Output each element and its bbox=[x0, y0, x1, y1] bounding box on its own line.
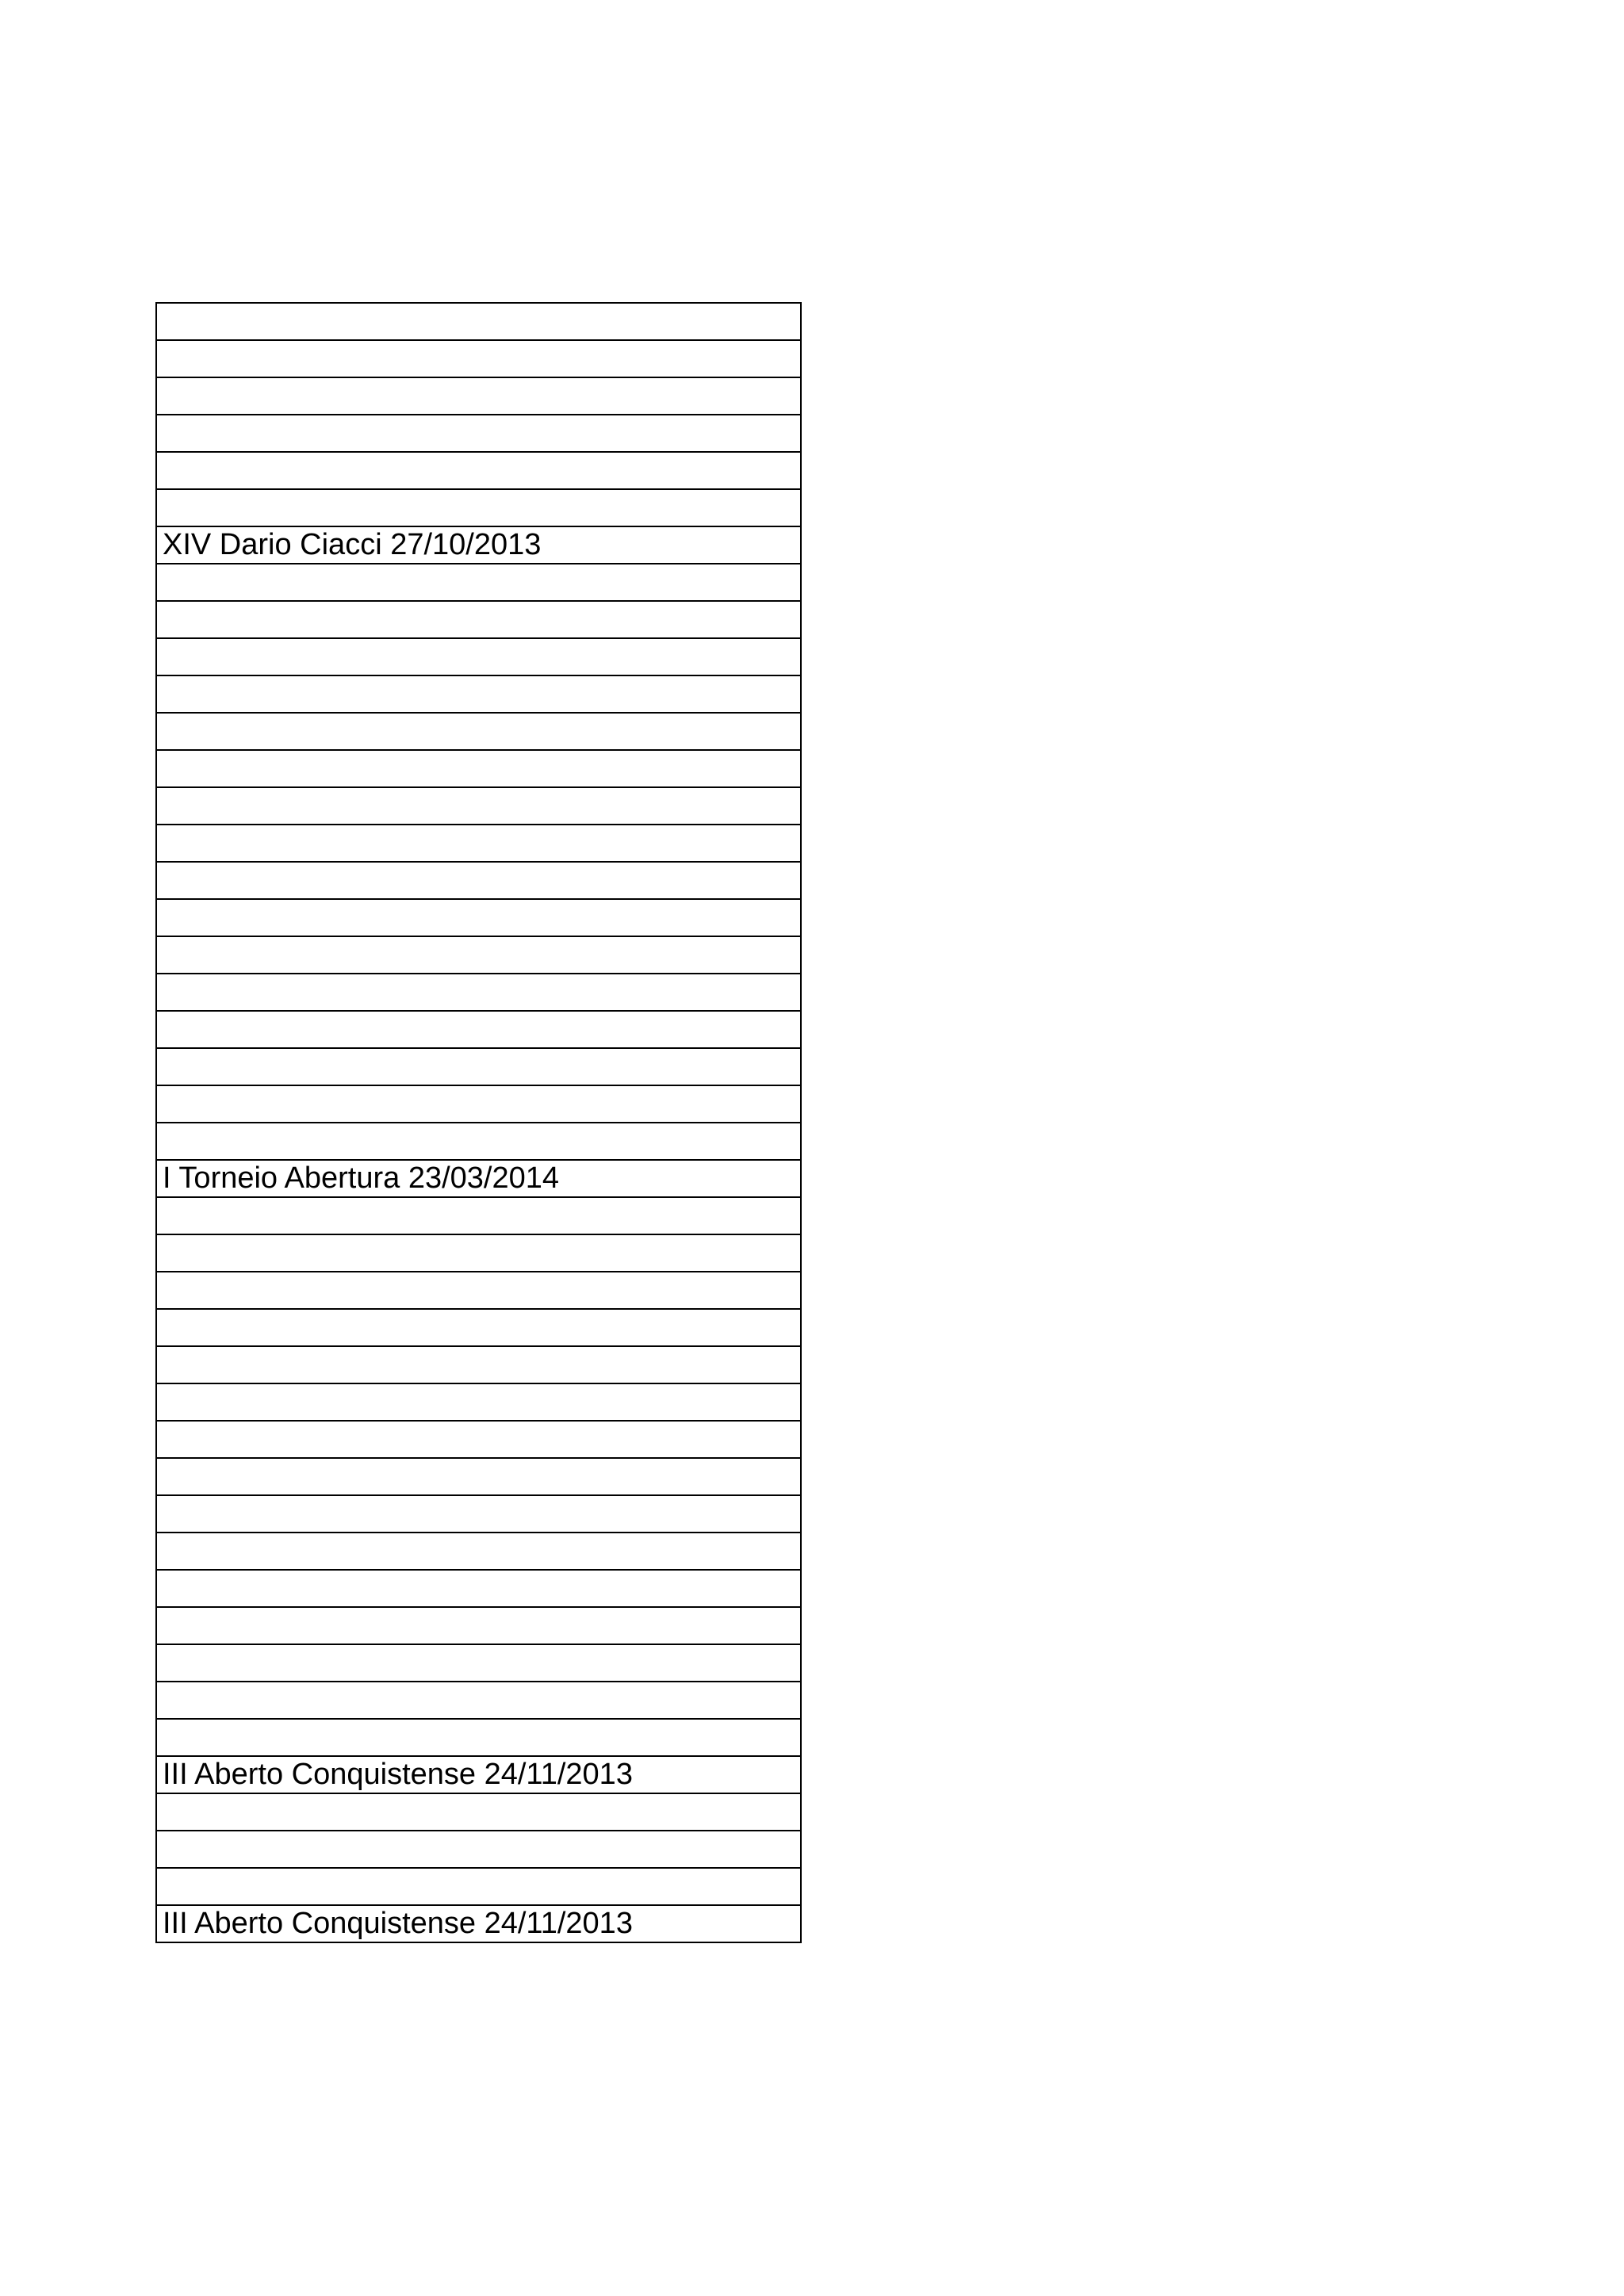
table-row bbox=[156, 713, 801, 750]
table-cell bbox=[156, 1682, 801, 1719]
table-row bbox=[156, 1383, 801, 1421]
table-cell bbox=[156, 1197, 801, 1234]
table-row bbox=[156, 1421, 801, 1458]
table-cell bbox=[156, 1831, 801, 1868]
table-row bbox=[156, 1756, 801, 1793]
table-cell bbox=[156, 340, 801, 377]
table-cell bbox=[156, 1346, 801, 1383]
table-row bbox=[156, 638, 801, 675]
table-row bbox=[156, 675, 801, 713]
table-cell bbox=[156, 1048, 801, 1085]
table-cell bbox=[156, 787, 801, 825]
table-cell bbox=[156, 1607, 801, 1644]
table-row bbox=[156, 1533, 801, 1570]
table-row bbox=[156, 825, 801, 862]
table-row bbox=[156, 1831, 801, 1868]
table-cell bbox=[156, 1309, 801, 1346]
table-cell bbox=[156, 825, 801, 862]
table-cell bbox=[156, 452, 801, 489]
table-cell bbox=[156, 899, 801, 936]
table-row bbox=[156, 1644, 801, 1682]
table-row bbox=[156, 1793, 801, 1831]
table-row bbox=[156, 1197, 801, 1234]
table-row bbox=[156, 1160, 801, 1197]
table-cell bbox=[156, 1011, 801, 1048]
table-row bbox=[156, 303, 801, 340]
table-row bbox=[156, 750, 801, 787]
table-row bbox=[156, 526, 801, 564]
table-cell bbox=[156, 1085, 801, 1123]
table-cell bbox=[156, 303, 801, 340]
table-row bbox=[156, 377, 801, 415]
table-row bbox=[156, 899, 801, 936]
table-row bbox=[156, 1868, 801, 1905]
table-row bbox=[156, 452, 801, 489]
table-cell: I Torneio Abertura 23/03/2014 bbox=[156, 1160, 801, 1197]
table-cell bbox=[156, 638, 801, 675]
table-row bbox=[156, 936, 801, 974]
table-cell bbox=[156, 1644, 801, 1682]
table-cell bbox=[156, 1495, 801, 1533]
table-row bbox=[156, 415, 801, 452]
table-row bbox=[156, 1309, 801, 1346]
table-body bbox=[156, 303, 801, 1942]
table-row bbox=[156, 1682, 801, 1719]
table-row bbox=[156, 1085, 801, 1123]
table-cell bbox=[156, 1719, 801, 1756]
table-row bbox=[156, 1495, 801, 1533]
table-cell bbox=[156, 936, 801, 974]
table-cell bbox=[156, 1458, 801, 1495]
table-row bbox=[156, 787, 801, 825]
table-cell: XIV Dario Ciacci 27/10/2013 bbox=[156, 526, 801, 564]
table-cell bbox=[156, 1793, 801, 1831]
table-cell: III Aberto Conquistense 24/11/2013 bbox=[156, 1756, 801, 1793]
table-cell bbox=[156, 601, 801, 638]
table-row bbox=[156, 1123, 801, 1160]
table-row bbox=[156, 1272, 801, 1309]
table-cell: III Aberto Conquistense 24/11/2013 bbox=[156, 1905, 801, 1942]
table-cell bbox=[156, 1421, 801, 1458]
table-row bbox=[156, 1048, 801, 1085]
table-row bbox=[156, 601, 801, 638]
table-cell bbox=[156, 1234, 801, 1272]
table-cell bbox=[156, 675, 801, 713]
table-row bbox=[156, 1458, 801, 1495]
table-cell bbox=[156, 862, 801, 899]
table-cell bbox=[156, 377, 801, 415]
table-cell bbox=[156, 1868, 801, 1905]
table-row bbox=[156, 489, 801, 526]
table-cell bbox=[156, 974, 801, 1011]
table-cell bbox=[156, 750, 801, 787]
table-cell bbox=[156, 489, 801, 526]
table-row bbox=[156, 1570, 801, 1607]
table-cell bbox=[156, 564, 801, 601]
table-row bbox=[156, 1607, 801, 1644]
table-cell bbox=[156, 1123, 801, 1160]
table-row bbox=[156, 1905, 801, 1942]
table-row bbox=[156, 1719, 801, 1756]
table-cell bbox=[156, 713, 801, 750]
tournament-list-table bbox=[155, 302, 802, 1943]
table-cell bbox=[156, 1383, 801, 1421]
table-cell bbox=[156, 415, 801, 452]
table-row bbox=[156, 1346, 801, 1383]
table-row bbox=[156, 974, 801, 1011]
table-cell bbox=[156, 1533, 801, 1570]
table-row bbox=[156, 1234, 801, 1272]
table-cell bbox=[156, 1272, 801, 1309]
table-row bbox=[156, 340, 801, 377]
table-row bbox=[156, 564, 801, 601]
table-cell bbox=[156, 1570, 801, 1607]
table-row bbox=[156, 1011, 801, 1048]
table-row bbox=[156, 862, 801, 899]
